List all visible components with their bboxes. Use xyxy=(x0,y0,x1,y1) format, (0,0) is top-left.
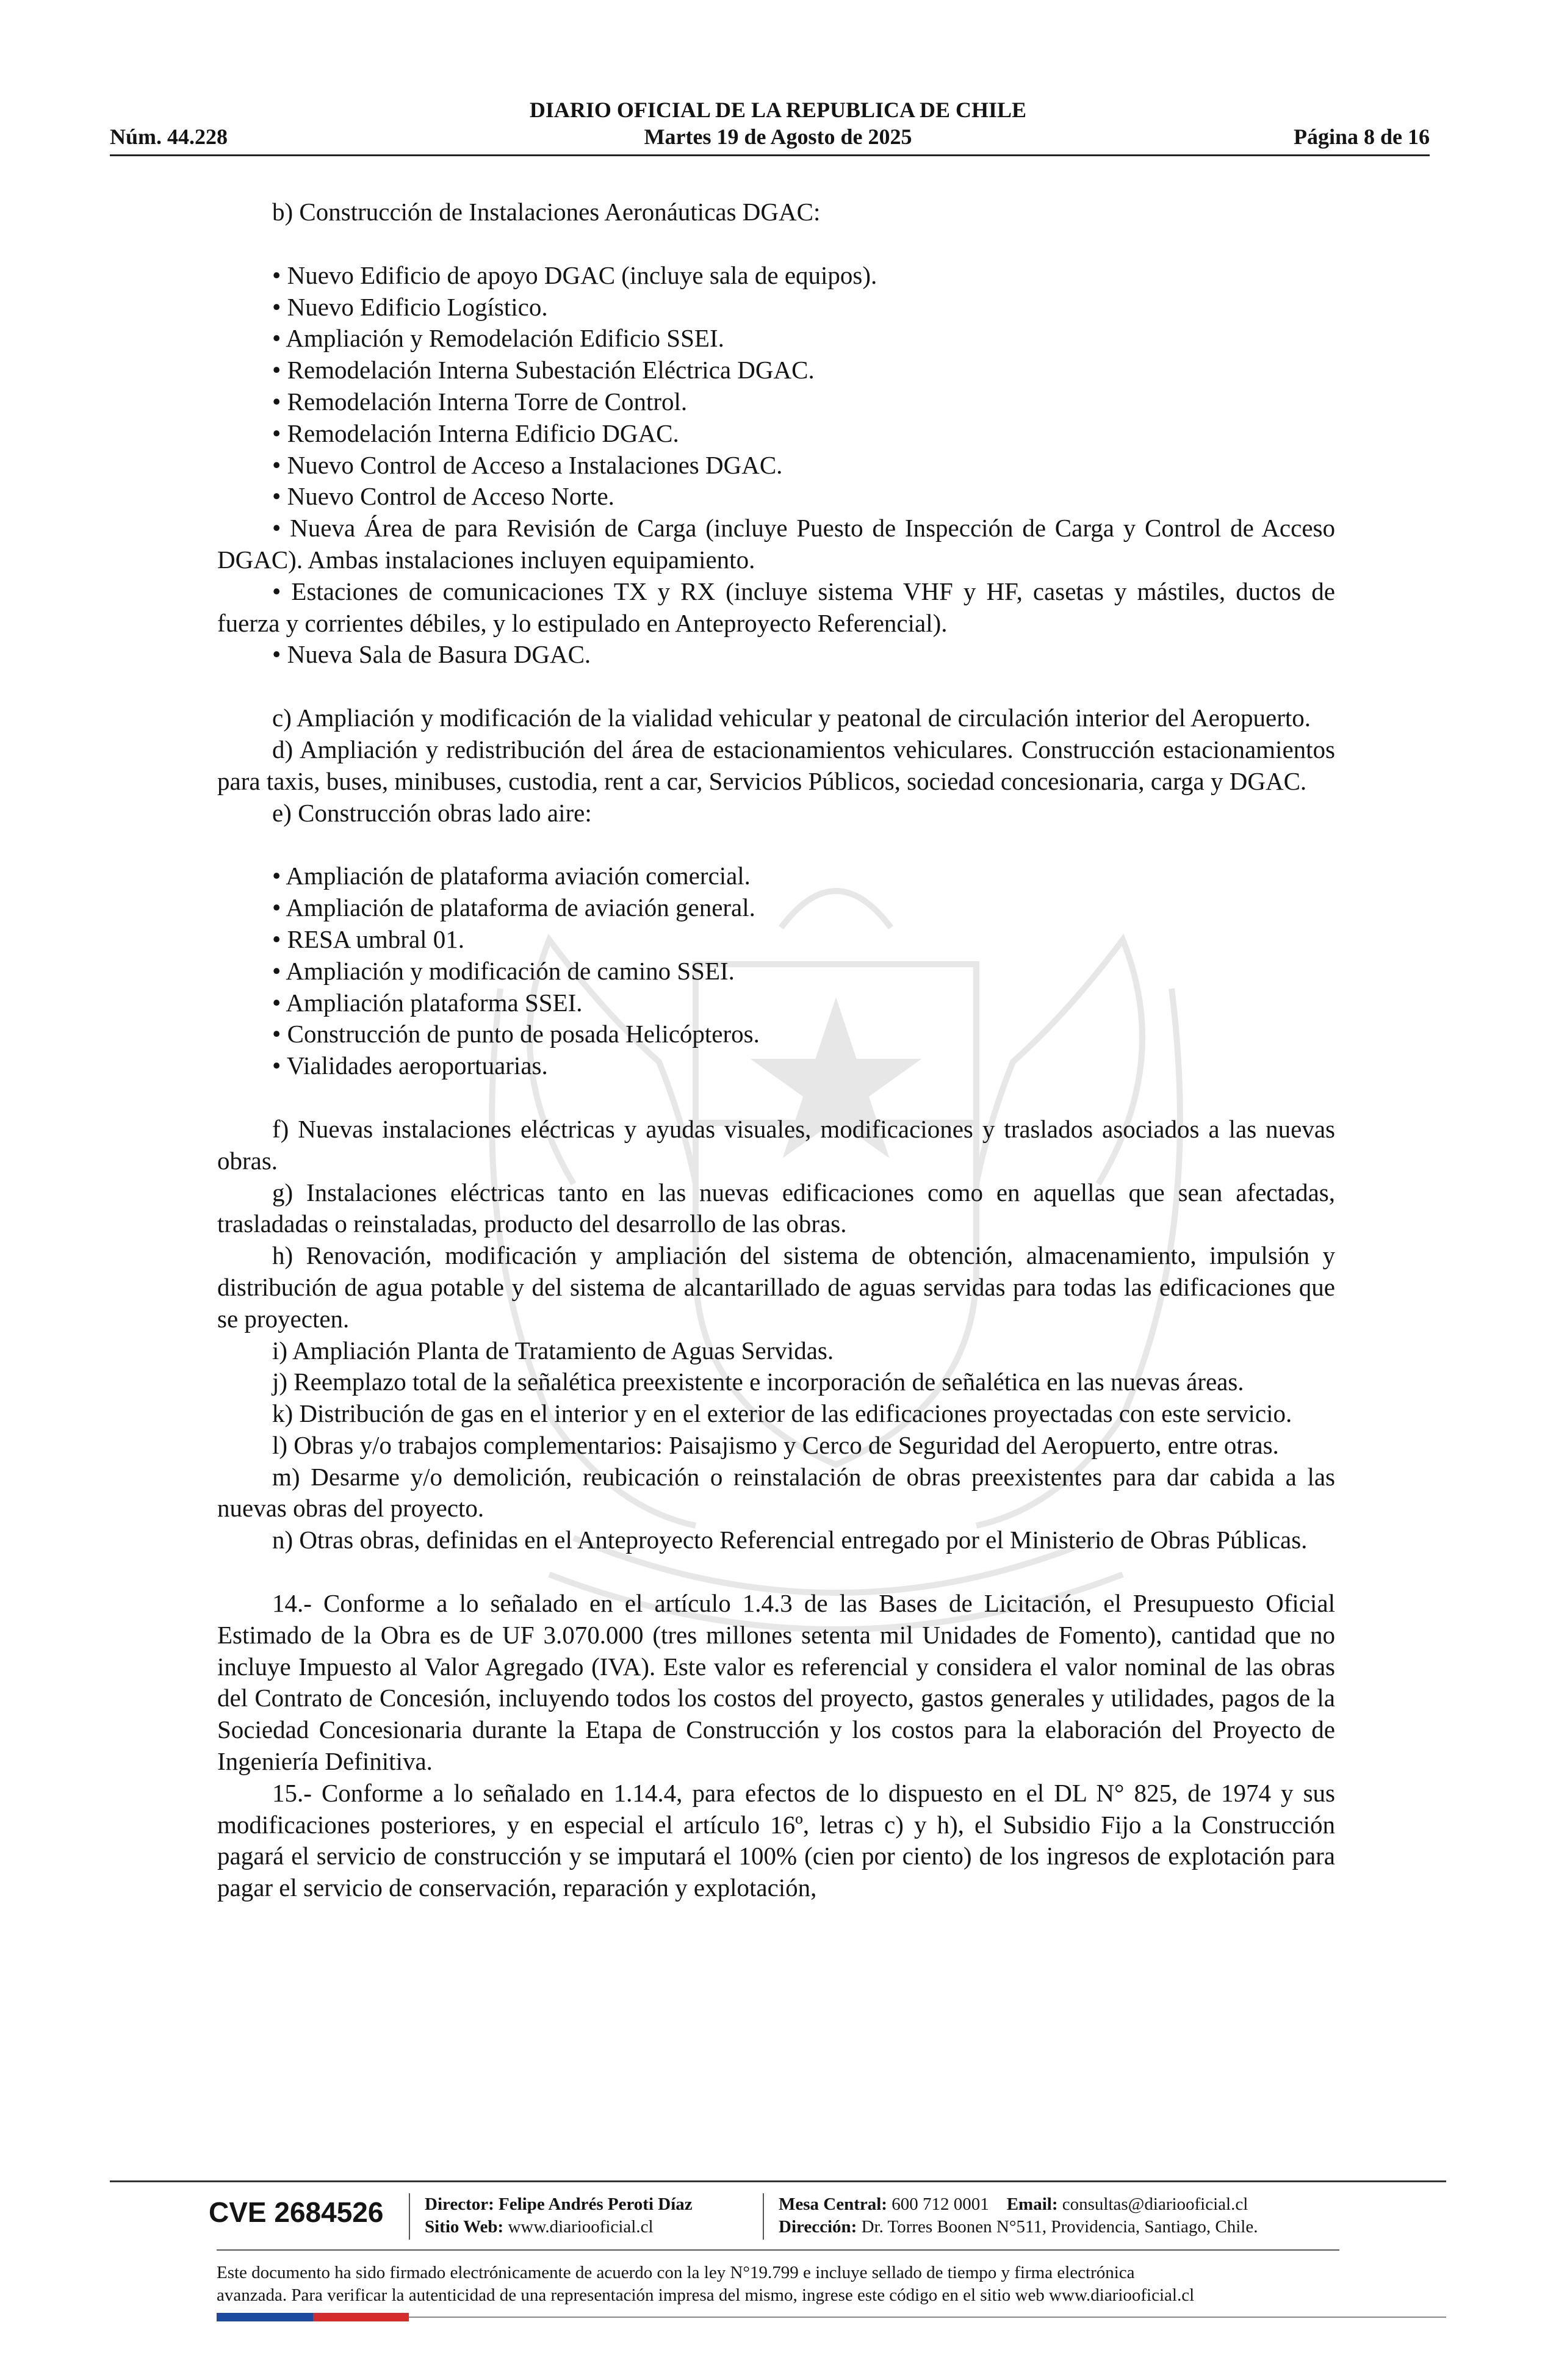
spacer xyxy=(217,228,1335,260)
list-item: • Nuevo Control de Acceso a Instalaciones DGAC. xyxy=(272,450,783,479)
spacer xyxy=(217,1082,1335,1114)
email-link[interactable]: consultas@diariooficial.cl xyxy=(1062,2194,1248,2214)
footer-contact-block xyxy=(779,2193,1258,2238)
list-item: • Construcción de punto de posada Helicópteros. xyxy=(272,1020,760,1048)
spacer xyxy=(217,829,1335,860)
paragraph-n: n) Otras obras, definidas en el Anteproyecto Referencial entregado por el Ministerio de Obras Públicas. xyxy=(272,1526,1308,1554)
section-b-heading: b) Construcción de Instalaciones Aeronáuticas DGAC: xyxy=(272,198,821,226)
flag-red-stripe xyxy=(313,2313,409,2321)
list-item: • Ampliación de plataforma aviación comercial. xyxy=(272,862,751,890)
list-item: • Ampliación y Remodelación Edificio SSEI. xyxy=(272,324,724,353)
director-name: Felipe Andrés Peroti Díaz xyxy=(499,2194,693,2214)
email-label: Email: xyxy=(1006,2194,1058,2214)
newspaper-title: DIARIO OFICIAL DE LA REPUBLICA DE CHILE xyxy=(529,98,1027,122)
paragraph-14: 14.- Conforme a lo señalado en el artículo 1.4.3 de las Bases de Licitación, el Presupuesto Oficial Estimado de la Obra es de UF 3.070.000 (tres millones setenta mil Unidades de Fomento), cantidad que no incluye Impuesto al Valor Agregado (IVA). Este valor es referencial y considera el valor nominal de las obras del Contrato de Concesión, incluyendo todos los costos del proyecto, gastos generales y utilidades, pagos de la Sociedad Concesionaria durante la Etapa de Construcción y los costos para la elaboración del Proyecto de Ingeniería Definitiva. xyxy=(217,1589,1335,1776)
list-item: • Ampliación y modificación de camino SSEI. xyxy=(272,956,735,985)
paragraph-g: g) Instalaciones eléctricas tanto en las nuevas edificaciones como en aquellas que sean afectadas, trasladadas o reinstaladas, producto del desarrollo de las obras. xyxy=(217,1178,1335,1238)
director-label: Director: xyxy=(425,2194,494,2214)
paragraph-k: k) Distribución de gas en el interior y en el exterior de las edificaciones proyectadas con este servicio. xyxy=(272,1399,1292,1428)
list-item: • Ampliación de plataforma de aviación general. xyxy=(272,893,755,922)
cve-code: CVE 2684526 xyxy=(209,2196,384,2228)
paragraph-m: m) Desarme y/o demolición, reubicación o reinstalación de obras preexistentes para dar cabida a las nuevas obras del proyecto. xyxy=(217,1462,1335,1523)
header-divider xyxy=(110,154,1430,156)
list-item: • Remodelación Interna Edificio DGAC. xyxy=(272,419,679,447)
address-value: Dr. Torres Boonen N°511, Providencia, Santiago, Chile. xyxy=(861,2217,1258,2237)
footer-divider xyxy=(110,2180,1446,2182)
footer-bottom-line xyxy=(409,2317,1446,2318)
website-link[interactable]: www.diariooficial.cl xyxy=(508,2217,654,2237)
paragraph-d: d) Ampliación y redistribución del área de estacionamientos vehiculares. Construcción estacionamientos para taxis, buses, minibuses, custodia, rent a car, Servicios Públicos, sociedad concesionaria, carga y DGAC. xyxy=(217,735,1335,795)
list-item: • Vialidades aeroportuarias. xyxy=(272,1051,548,1080)
paragraph-j: j) Reemplazo total de la señalética preexistente e incorporación de señalética en las nuevas áreas. xyxy=(272,1368,1244,1396)
signature-notice-line: Este documento ha sido firmado electrónicamente de acuerdo con la ley N°19.799 e incluye sellado de tiempo y firma electrónica xyxy=(217,2263,1135,2282)
paragraph-15: 15.- Conforme a lo señalado en 1.14.4, para efectos de lo dispuesto en el DL N° 825, de 1974 y sus modificaciones posteriores, y en especial el artículo 16º, letras c) y h), el Subsidio Fijo a la Construcción pagará el servicio de construcción y se imputará el 100% (cien por ciento) de los ingresos de explotación para pagar el servicio de conservación, reparación y explotación, xyxy=(217,1778,1335,1902)
signature-notice-line: avanzada. Para verificar la autenticidad de una representación impresa del mismo, ingrese este código en el sitio web www.diariooficial.cl xyxy=(217,2285,1195,2305)
website-label: Sitio Web: xyxy=(425,2217,504,2237)
paragraph-e: e) Construcción obras lado aire: xyxy=(272,798,592,827)
list-item: • Ampliación plataforma SSEI. xyxy=(272,988,583,1017)
list-item: • Nueva Área de para Revisión de Carga (incluye Puesto de Inspección de Carga y Control de Acceso DGAC). Ambas instalaciones incluyen equipamiento. xyxy=(217,514,1335,574)
page-number: Página 8 de 16 xyxy=(1293,124,1430,149)
footer-divider xyxy=(217,2249,1339,2251)
flag-blue-stripe xyxy=(217,2313,313,2321)
paragraph-i: i) Ampliación Planta de Tratamiento de Aguas Servidas. xyxy=(272,1336,834,1365)
list-item: • Estaciones de comunicaciones TX y RX (incluye sistema VHF y HF, casetas y mástiles, ductos de fuerza y corrientes débiles, y lo estipulado en Anteproyecto Referencial). xyxy=(217,577,1335,637)
footer-separator xyxy=(409,2193,410,2240)
spacer xyxy=(217,1556,1335,1588)
issue-number: Núm. 44.228 xyxy=(110,124,228,149)
phone-value: 600 712 0001 xyxy=(891,2194,989,2214)
paragraph-c: c) Ampliación y modificación de la vialidad vehicular y peatonal de circulación interior del Aeropuerto. xyxy=(272,704,1311,732)
paragraph-f: f) Nuevas instalaciones eléctricas y ayudas visuales, modificaciones y traslados asociados a las nuevas obras. xyxy=(217,1114,1335,1175)
list-item: • Remodelación Interna Subestación Eléctrica DGAC. xyxy=(272,356,815,384)
list-item: • Nuevo Control de Acceso Norte. xyxy=(272,482,614,511)
list-item: • Remodelación Interna Torre de Control. xyxy=(272,387,688,416)
document-body xyxy=(217,197,1335,1904)
flag-color-bar xyxy=(217,2313,409,2321)
signature-notice xyxy=(217,2262,1339,2307)
list-item: • Nuevo Edificio de apoyo DGAC (incluye sala de equipos). xyxy=(272,261,877,289)
footer-director-block xyxy=(425,2193,693,2238)
list-item: • RESA umbral 01. xyxy=(272,925,465,953)
phone-label: Mesa Central: xyxy=(779,2194,887,2214)
address-label: Dirección: xyxy=(779,2217,857,2237)
spacer xyxy=(217,671,1335,702)
issue-date: Martes 19 de Agosto de 2025 xyxy=(644,124,912,149)
paragraph-l: l) Obras y/o trabajos complementarios: Paisajismo y Cerco de Seguridad del Aeropuerto, entre otras. xyxy=(272,1430,1279,1459)
paragraph-h: h) Renovación, modificación y ampliación del sistema de obtención, almacenamiento, impulsión y distribución de agua potable y del sistema de alcantarillado de aguas servidas para todas las edificaciones que se proyecten. xyxy=(217,1241,1335,1333)
list-item: • Nueva Sala de Basura DGAC. xyxy=(272,640,591,669)
list-item: • Nuevo Edificio Logístico. xyxy=(272,292,548,321)
footer-separator xyxy=(763,2193,764,2240)
